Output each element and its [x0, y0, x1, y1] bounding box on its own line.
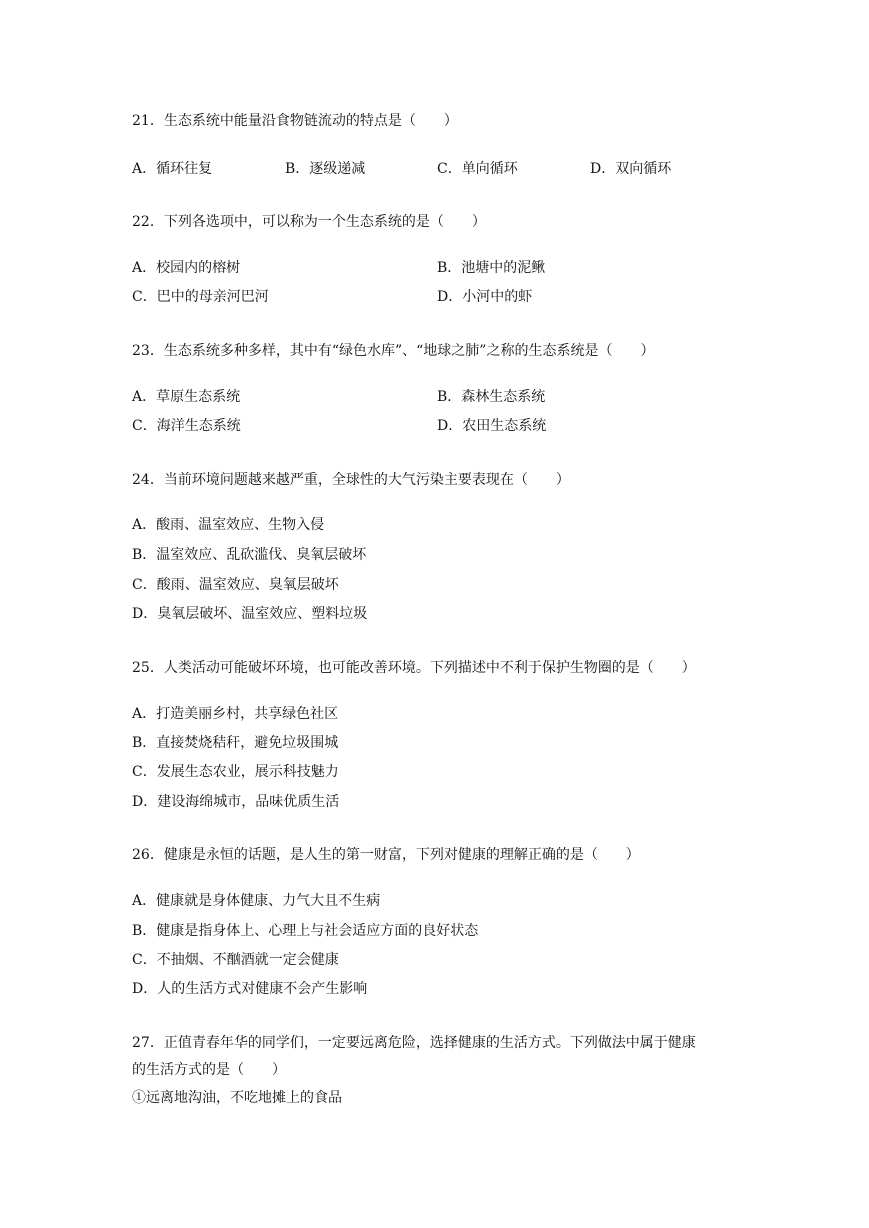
question-27-stem-line2: 的生活方式的是（ ） — [132, 1062, 286, 1078]
option-d: D．人的生活方式对健康不会产生影响 — [132, 981, 368, 997]
question-26-stem: 26．健康是永恒的话题，是人生的第一财富，下列对健康的理解正确的是（ ） — [132, 847, 640, 863]
option-d: D．小河中的虾 — [437, 289, 533, 305]
option-a: A．健康就是身体健康、力气大且不生病 — [132, 893, 381, 909]
option-c: C．海洋生态系统 — [132, 418, 241, 434]
question-23-options-row2 — [132, 411, 752, 441]
question-21-options — [132, 154, 752, 184]
option-c: C．发展生态农业，展示科技魅力 — [132, 764, 339, 780]
option-d: D．农田生态系统 — [437, 418, 547, 434]
question-22-options-row1 — [132, 253, 752, 283]
option-d: D．臭氧层破坏、温室效应、塑料垃圾 — [132, 606, 368, 622]
option-a: A．循环往复 — [132, 161, 213, 177]
option-b: B．直接焚烧秸秆，避免垃圾围城 — [132, 735, 339, 751]
option-b: B．池塘中的泥鳅 — [437, 260, 546, 276]
question-27-item-1: ①远离地沟油，不吃地摊上的食品 — [132, 1090, 342, 1106]
option-a: A．校园内的榕树 — [132, 260, 241, 276]
option-b: B．健康是指身体上、心理上与社会适应方面的良好状态 — [132, 923, 479, 939]
question-22-stem: 22．下列各选项中，可以称为一个生态系统的是（ ） — [132, 214, 486, 230]
option-c: C．不抽烟、不酗酒就一定会健康 — [132, 952, 339, 968]
option-a: A．打造美丽乡村，共享绿色社区 — [132, 706, 339, 722]
question-23-options-row1 — [132, 382, 752, 412]
option-d: D．双向循环 — [590, 161, 672, 177]
question-21-stem: 21．生态系统中能量沿食物链流动的特点是（ ） — [132, 113, 458, 129]
option-b: B．温室效应、乱砍滥伐、臭氧层破坏 — [132, 547, 367, 563]
question-23-stem: 23．生态系统多种多样，其中有“绿色水库”、“地球之肺”之称的生态系统是（ ） — [132, 343, 655, 359]
option-b: B．森林生态系统 — [437, 389, 546, 405]
option-b: B．逐级递减 — [285, 161, 366, 177]
question-27-stem-line1: 27．正值青春年华的同学们，一定要远离危险，选择健康的生活方式。下列做法中属于健康 — [132, 1035, 696, 1051]
option-c: C．巴中的母亲河巴河 — [132, 289, 269, 305]
option-a: A．酸雨、温室效应、生物入侵 — [132, 517, 325, 533]
question-22-options-row2 — [132, 282, 752, 312]
option-c: C．单向循环 — [437, 161, 518, 177]
question-25-stem: 25．人类活动可能破坏环境，也可能改善环境。下列描述中不利于保护生物圈的是（ ） — [132, 660, 696, 676]
option-a: A．草原生态系统 — [132, 389, 241, 405]
option-d: D．建设海绵城市，品味优质生活 — [132, 794, 340, 810]
option-c: C．酸雨、温室效应、臭氧层破坏 — [132, 577, 339, 593]
question-24-stem: 24．当前环境问题越来越严重，全球性的大气污染主要表现在（ ） — [132, 472, 570, 488]
